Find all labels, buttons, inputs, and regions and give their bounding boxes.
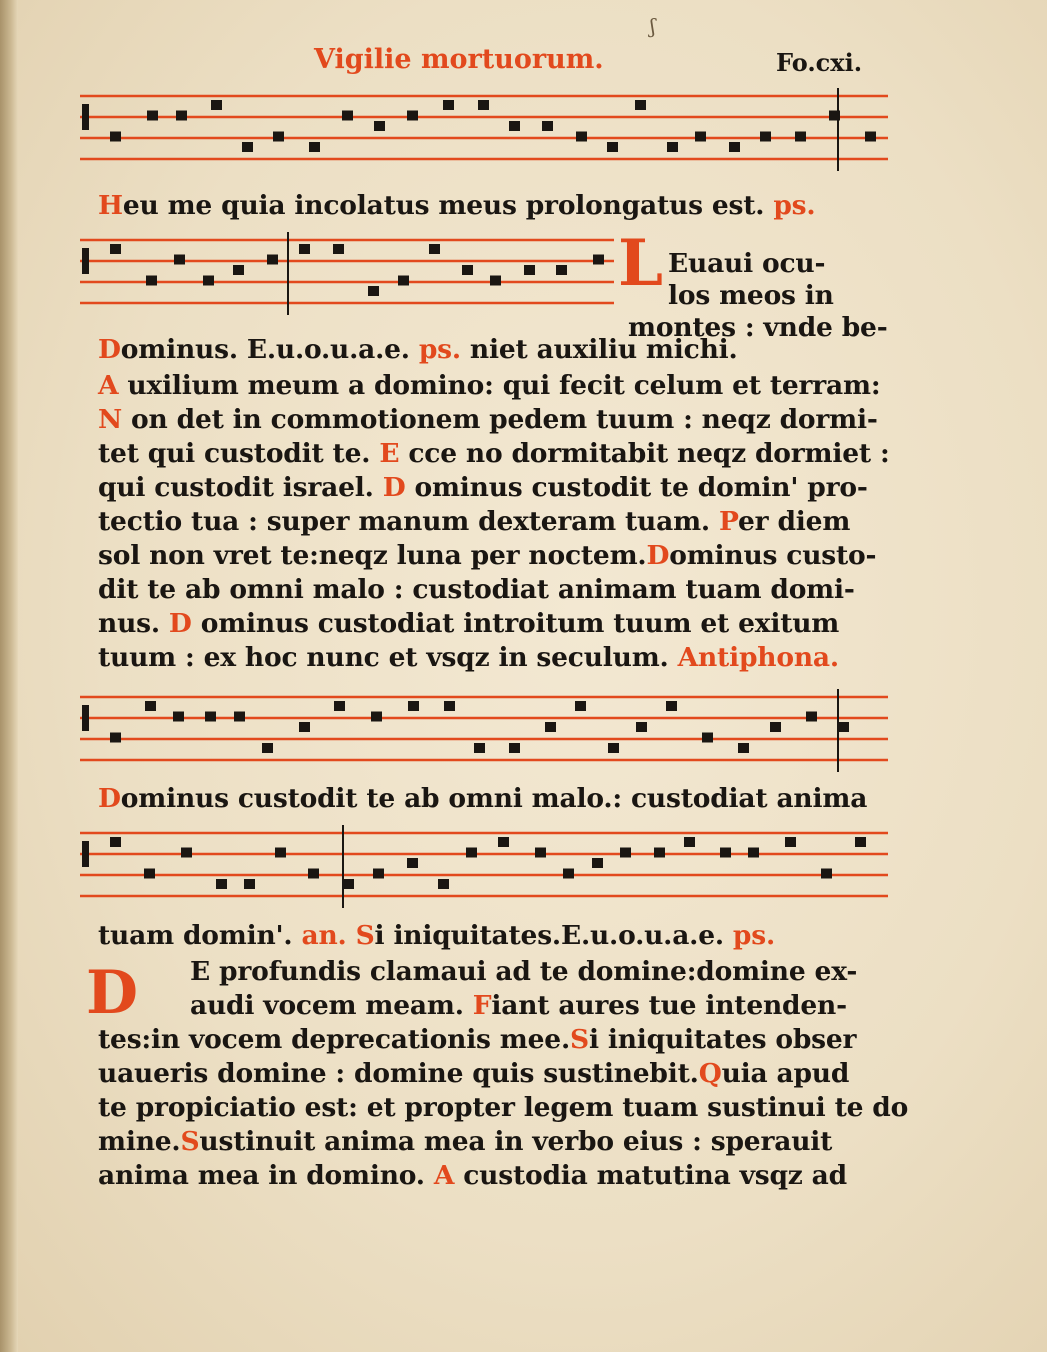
- body-text: cce no dormitabit neqz dormiet :: [399, 438, 890, 469]
- body-text: i iniquitates.E.u.o.u.a.e.: [374, 920, 733, 951]
- text-line: [98, 783, 867, 814]
- body-text: i iniquitates obser: [588, 1024, 857, 1055]
- text-line: [98, 472, 868, 503]
- neume-note: [806, 712, 817, 722]
- neume-note: [110, 132, 121, 142]
- rubric-text: H: [98, 190, 123, 221]
- body-text: iant aures tue intenden-: [491, 990, 847, 1021]
- neume-note: [666, 701, 677, 711]
- rubric-text: D: [168, 608, 192, 639]
- body-text: dit te ab omni malo : custodiat animam tuam domi-: [98, 574, 855, 605]
- neume-note: [146, 276, 157, 286]
- rubric-text: Q: [698, 1058, 722, 1089]
- neume-note: [110, 733, 121, 743]
- neume-note: [374, 121, 385, 131]
- neume-note: [490, 276, 501, 286]
- neume-note: [462, 265, 473, 275]
- neume-note: [821, 869, 832, 879]
- neume-note: [299, 244, 310, 254]
- rubric-text: ps.: [732, 920, 775, 951]
- neume-note: [695, 132, 706, 142]
- body-text: nus.: [98, 608, 169, 639]
- rubric-text: D: [98, 334, 121, 365]
- body-text: tectio tua : super manum dexteram tuam.: [98, 506, 719, 537]
- neume-note: [173, 712, 184, 722]
- body-text: Euaui ocu-: [668, 248, 826, 279]
- rubric-text: A: [433, 1160, 455, 1191]
- text-line: [98, 1126, 832, 1157]
- body-text: uia apud: [721, 1058, 850, 1089]
- text-line: [98, 404, 878, 435]
- rubric-text: an.: [301, 920, 347, 951]
- neume-note: [593, 255, 604, 265]
- text-line: [98, 334, 738, 365]
- text-line: [98, 608, 839, 639]
- book-spine-edge: [0, 0, 18, 1352]
- body-text: ominus custodiat introitum tuum et exitum: [191, 608, 840, 639]
- neume-note: [342, 111, 353, 121]
- neume-note: [729, 142, 740, 152]
- body-text: E profundis clamaui ad te domine:domine ex-: [190, 956, 858, 987]
- neume-note: [299, 722, 310, 732]
- neume-note: [174, 255, 185, 265]
- neume-note: [211, 100, 222, 110]
- neume-note: [636, 722, 647, 732]
- neume-note: [855, 837, 866, 847]
- neume-note: [144, 869, 155, 879]
- text-line: [98, 920, 775, 951]
- neume-note: [429, 244, 440, 254]
- body-text: er diem: [738, 506, 851, 537]
- rubric-text: F: [472, 990, 492, 1021]
- body-text: [347, 920, 356, 951]
- neume-note: [785, 837, 796, 847]
- neume-note: [176, 111, 187, 121]
- text-line: [98, 1058, 849, 1089]
- body-text: tuum : ex hoc nunc et vsqz in seculum.: [98, 642, 678, 673]
- neume-note: [684, 837, 695, 847]
- neume-note: [371, 712, 382, 722]
- body-text: custodia matutina vsqz ad: [454, 1160, 847, 1191]
- neume-note: [556, 265, 567, 275]
- text-line: [98, 438, 890, 469]
- neume-note: [770, 722, 781, 732]
- text-line: [98, 506, 850, 537]
- body-text: anima mea in domino.: [98, 1160, 434, 1191]
- rubric-text: P: [719, 506, 739, 537]
- neume-note: [608, 743, 619, 753]
- neume-note: [829, 111, 840, 121]
- neume-note: [233, 265, 244, 275]
- rubric-text: A: [98, 370, 119, 401]
- rubric-text: D: [382, 472, 406, 503]
- neume-note: [466, 848, 477, 858]
- neume-note: [205, 712, 216, 722]
- neume-note: [575, 701, 586, 711]
- body-text: uxilium meum a domino: qui fecit celum et terram:: [118, 370, 881, 401]
- neume-note: [333, 244, 344, 254]
- neume-note: [145, 701, 156, 711]
- rubric-text: S: [180, 1126, 200, 1157]
- neume-note: [635, 100, 646, 110]
- body-text: qui custodit israel.: [98, 472, 383, 503]
- text-line: [668, 248, 825, 279]
- neume-note: [542, 121, 553, 131]
- neume-note: [408, 701, 419, 711]
- body-text: sol non vret te:neqz luna per noctem.: [98, 540, 647, 571]
- body-text: los meos in: [668, 280, 834, 311]
- body-text: tes:in vocem deprecationis mee.: [98, 1024, 570, 1055]
- text-line: [98, 1092, 908, 1123]
- text-line: [98, 574, 855, 605]
- rubric-text: S: [355, 920, 375, 951]
- text-line: [190, 990, 847, 1021]
- ink-mark: ʃ: [650, 14, 656, 38]
- neume-note: [654, 848, 665, 858]
- neume-note: [398, 276, 409, 286]
- neume-note: [309, 142, 320, 152]
- neume-note: [498, 837, 509, 847]
- clef-mark: [82, 104, 89, 130]
- neume-note: [181, 848, 192, 858]
- neume-note: [343, 879, 354, 889]
- neume-note: [234, 712, 245, 722]
- neume-note: [267, 255, 278, 265]
- text-line: [668, 280, 834, 311]
- neume-note: [795, 132, 806, 142]
- body-text: montes : vnde be-: [628, 312, 888, 343]
- neume-note: [592, 858, 603, 868]
- neume-note: [563, 869, 574, 879]
- text-line: [98, 540, 876, 571]
- neume-note: [438, 879, 449, 889]
- text-line: [98, 1024, 856, 1055]
- clef-mark: [82, 248, 89, 274]
- neume-note: [308, 869, 319, 879]
- rubric-text: N: [98, 404, 123, 435]
- rubric-text: D: [98, 783, 121, 814]
- body-text: uaueris domine : domine quis sustinebit.: [98, 1058, 699, 1089]
- body-text: niet auxiliu michi.: [460, 334, 738, 365]
- manuscript-page: [18, 0, 1047, 1352]
- body-text: ominus custodit te domin' pro-: [405, 472, 868, 503]
- folio-number: Fo.cxi.: [776, 48, 863, 77]
- decorated-initial-L: L: [618, 226, 663, 301]
- neume-note: [275, 848, 286, 858]
- rubric-text: E: [379, 438, 400, 469]
- neume-note: [509, 121, 520, 131]
- neume-note: [203, 276, 214, 286]
- body-text: tuam domin'.: [98, 920, 302, 951]
- neume-note: [474, 743, 485, 753]
- neume-note: [760, 132, 771, 142]
- neume-note: [407, 858, 418, 868]
- neume-note: [545, 722, 556, 732]
- neume-note: [444, 701, 455, 711]
- neume-note: [273, 132, 284, 142]
- neume-note: [865, 132, 876, 142]
- rubric-text: Antiphona.: [677, 642, 839, 673]
- neume-note: [368, 286, 379, 296]
- text-line: [190, 956, 857, 987]
- neume-note: [509, 743, 520, 753]
- neume-note: [667, 142, 678, 152]
- body-text: te propiciatio est: et propter legem tuam sustinui te do: [98, 1092, 909, 1123]
- text-line: [98, 1160, 847, 1191]
- neume-note: [748, 848, 759, 858]
- neume-note: [738, 743, 749, 753]
- neume-note: [720, 848, 731, 858]
- neume-note: [334, 701, 345, 711]
- neume-note: [524, 265, 535, 275]
- body-text: eu me quia incolatus meus prolongatus est.: [122, 190, 765, 221]
- body-text: ominus custo-: [669, 540, 877, 571]
- body-text: ominus. E.u.o.u.a.e.: [120, 334, 419, 365]
- body-text: ominus custodit te ab omni malo.: custodiat anima: [120, 783, 868, 814]
- neume-note: [838, 722, 849, 732]
- neume-note: [110, 244, 121, 254]
- neume-note: [373, 869, 384, 879]
- rubric-text: D: [646, 540, 670, 571]
- clef-mark: [82, 705, 89, 731]
- running-title: Vigilie mortuorum.: [314, 44, 604, 75]
- neume-note: [478, 100, 489, 110]
- neume-note: [576, 132, 587, 142]
- neume-note: [110, 837, 121, 847]
- neume-note: [244, 879, 255, 889]
- rubric-text: ps.: [418, 334, 461, 365]
- decorated-initial-D: D: [86, 958, 139, 1028]
- neume-note: [147, 111, 158, 121]
- neume-note: [607, 142, 618, 152]
- neume-note: [242, 142, 253, 152]
- text-line: [98, 370, 880, 401]
- body-text: tet qui custodit te.: [98, 438, 380, 469]
- text-line: [98, 642, 839, 673]
- neume-note: [702, 733, 713, 743]
- clef-mark: [82, 841, 89, 867]
- body-text: mine.: [98, 1126, 181, 1157]
- neume-note: [407, 111, 418, 121]
- text-line: [98, 190, 815, 221]
- body-text: on det in commotionem pedem tuum : neqz dormi-: [122, 404, 878, 435]
- neume-note: [535, 848, 546, 858]
- neume-note: [443, 100, 454, 110]
- neume-note: [216, 879, 227, 889]
- rubric-text: S: [570, 1024, 589, 1055]
- neume-note: [262, 743, 273, 753]
- body-text: ustinuit anima mea in verbo eius : sperauit: [199, 1126, 833, 1157]
- body-text: audi vocem meam.: [190, 990, 473, 1021]
- rubric-text: ps.: [764, 190, 816, 221]
- neume-note: [620, 848, 631, 858]
